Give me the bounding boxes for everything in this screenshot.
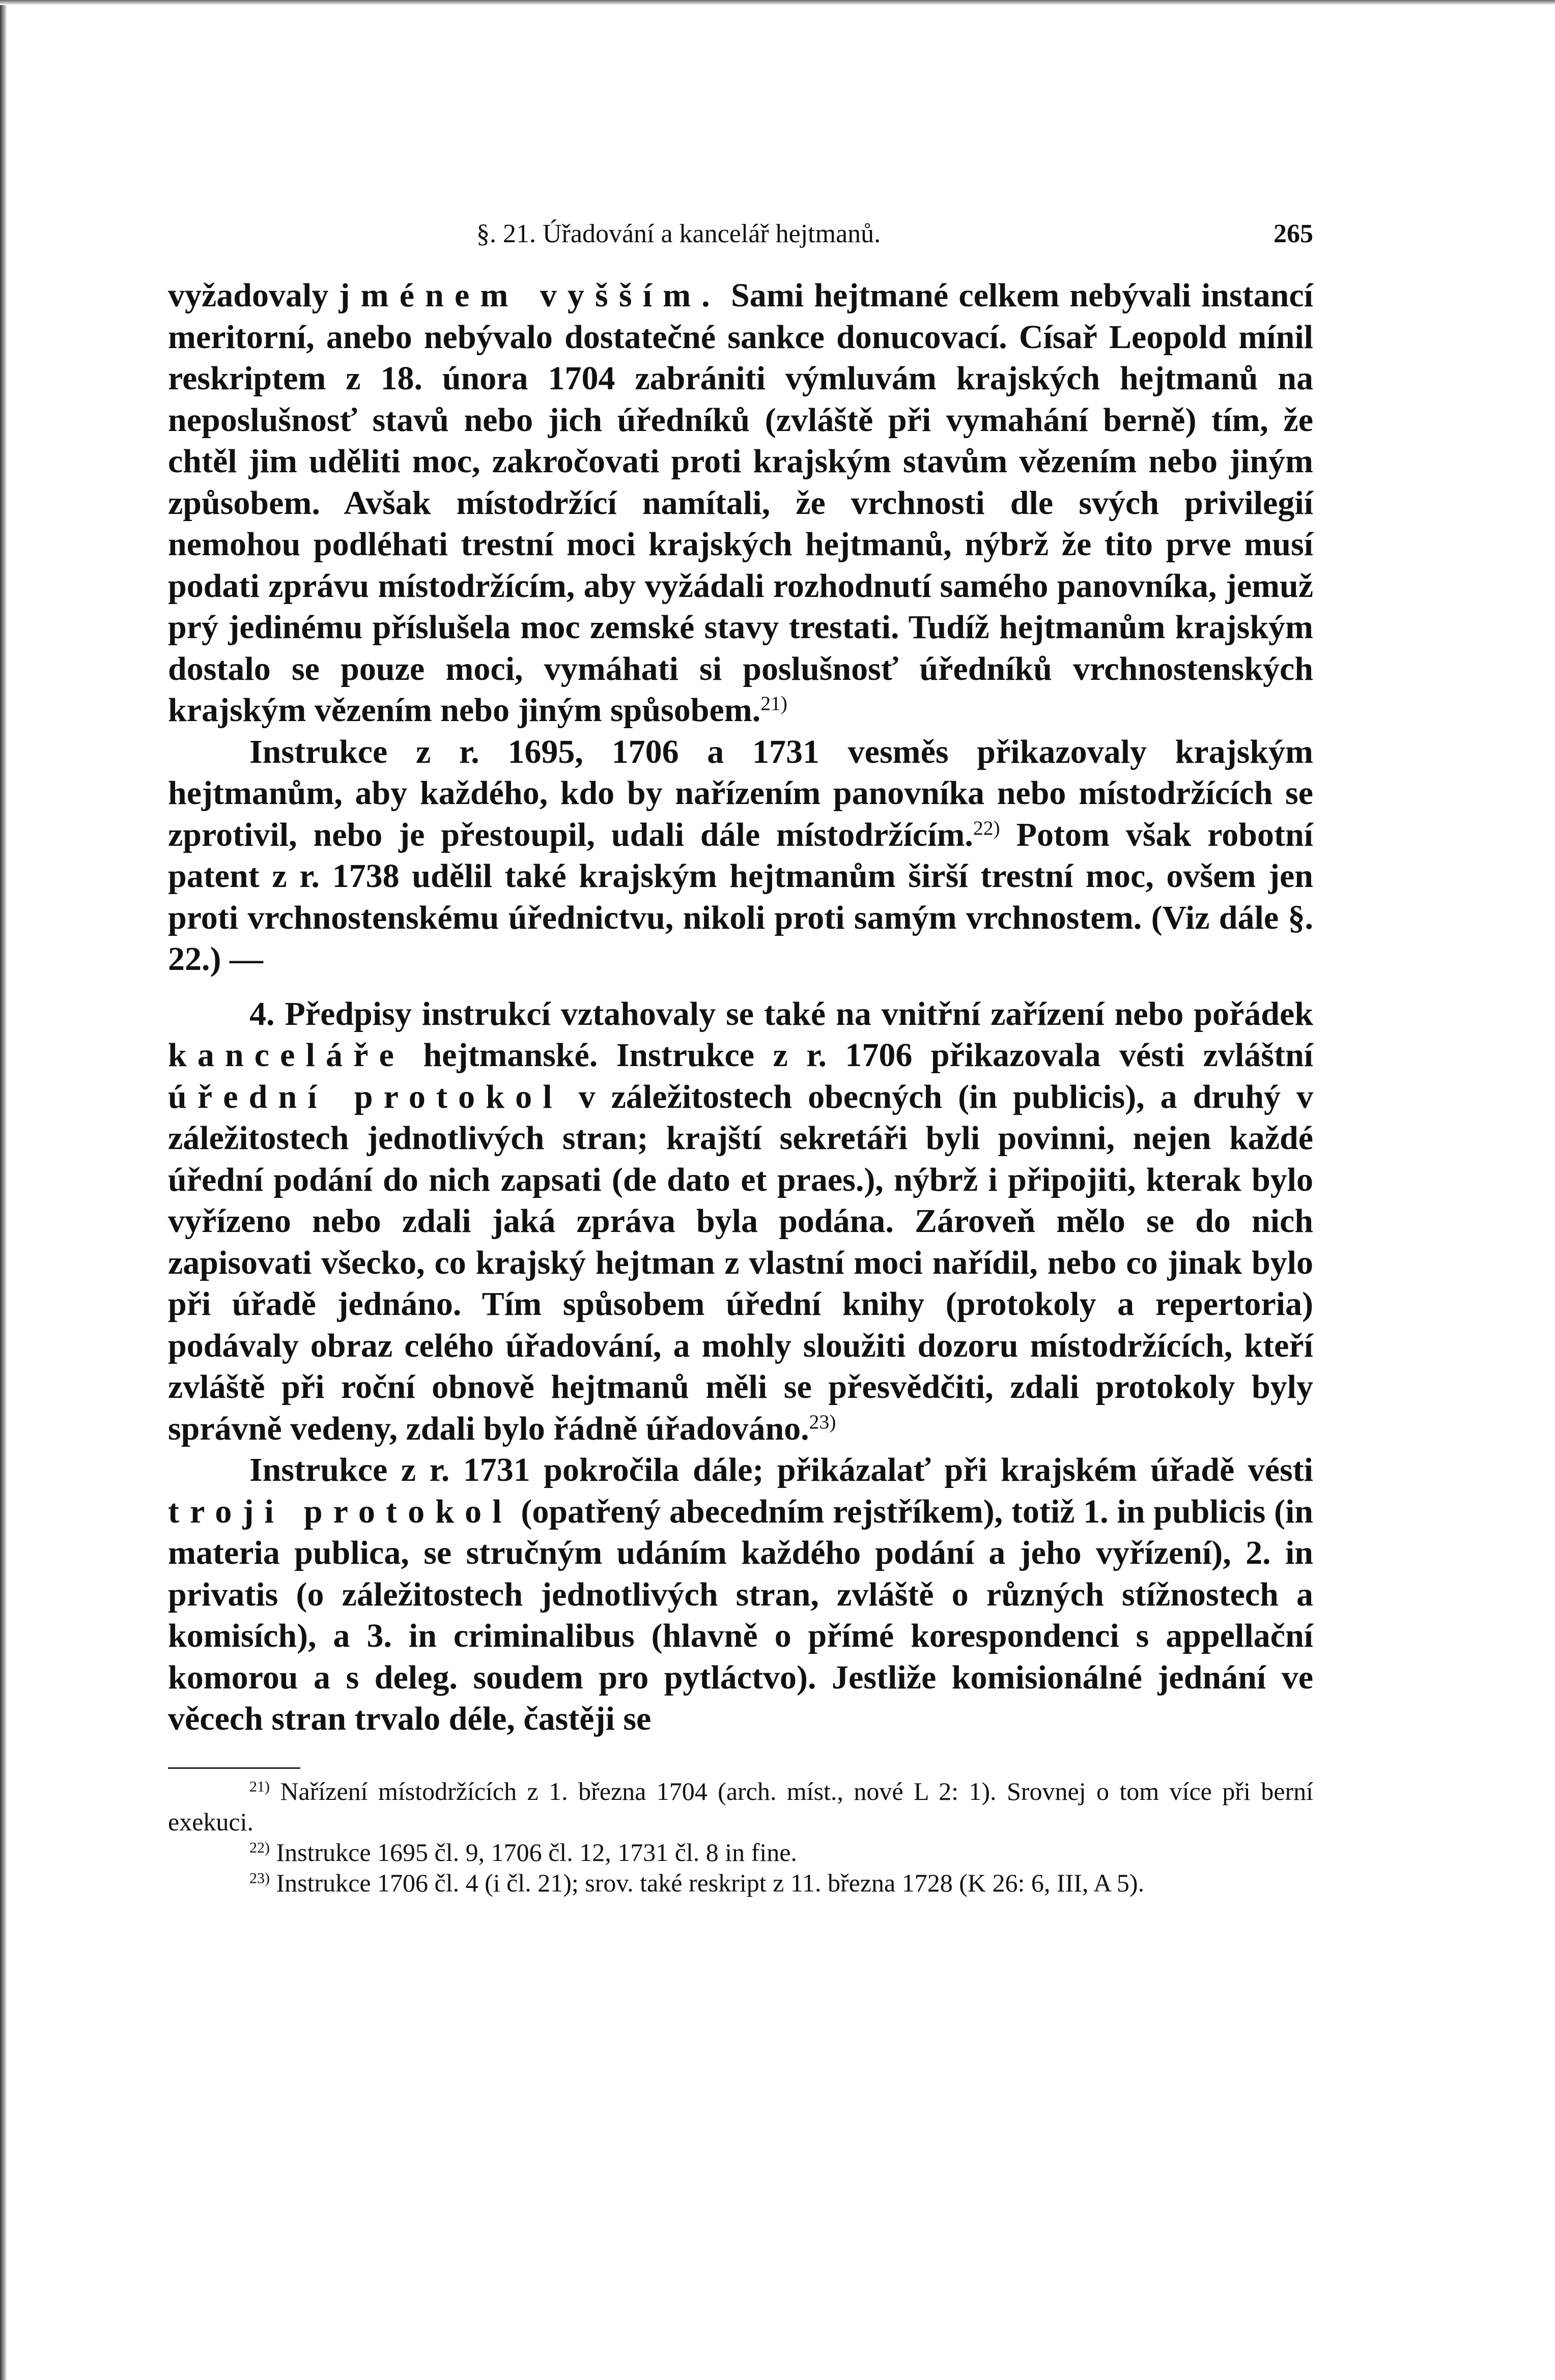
scan-edge-shadow: [0, 0, 7, 2380]
running-header: [168, 219, 1313, 260]
footnote-ref: 23): [809, 1410, 836, 1433]
paragraph-4: Instrukce z r. 1731 pokročila dále; přikázalať při krajském úřadě vésti troji protokol (opatřený abecedním rejstříkem), totiž 1. in publicis (in materia publica, se stručným udáním každého podání a jeho vyřízení), 2. in privatis (o záležitostech jednotlivých stran, zvláště o různých stížnostech a komisích), a 3. in criminalibus (hlavně o přímé korespondenci s appellační komorou a s deleg. soudem pro pytláctvo). Jestliže komisionálné jednání ve věcech stran trvalo déle, častěji se: [168, 1451, 1313, 1737]
footnote-ref: 21): [760, 692, 787, 715]
footnote-ref: 22): [973, 816, 1000, 839]
paragraph-1: vyžadovaly jménem vyšším. Sami hejtmané celkem nebývali instancí meritorní, anebo nebývalo dostatečné sankce donucovací. Císař Leopold mínil reskriptem z 18. února 1704 zabrániti výmluvám krajských hejtmanů na neposlušnosť stavů nebo jich úředníků (zvláště při vymahání berně) tím, že chtěl jim uděliti moc, zakročovati proti krajským stavům vězením nebo jiným způsobem. Avšak místodržící namítali, že vrchnosti dle svých privilegií nemohou podléhati trestní moci krajských hejtmanů, nýbrž že tito prve musí podati zprávu místodržícím, aby vyžádali rozhodnutí samého panovníka, jemuž prý jedinému příslušela moc zemské stavy trestati. Tudíž hejtmanům krajským dostalo se pouze moci, vymáhati si poslušnosť úředníků vrchnostenských krajským vězením nebo jiným spůsobem.$^{21)}$: [168, 277, 1313, 729]
main-text: [168, 275, 1313, 1740]
footnote-22: $^{22)}$ Instrukce 1695 čl. 9, 1706 čl. 12, 1731 čl. 8 in fine.: [249, 1838, 797, 1867]
emphasis-spaced: kanceláře: [168, 1037, 405, 1074]
footnote-21: $^{21)}$ Nařízení místodržících z 1. března 1704 (arch. míst., nové L 2: 1). Srovnej o tom více při berní exekuci.: [168, 1776, 1313, 1836]
emphasis-spaced: jménem vyšším.: [338, 277, 721, 314]
footnote-23: $^{23)}$ Instrukce 1706 čl. 4 (i čl. 21); srov. také reskript z 11. března 1728 (K 26: 6, III, A 5).: [249, 1868, 1145, 1897]
scan-top-shadow: [0, 0, 1555, 5]
footnote-divider: [168, 1767, 300, 1769]
emphasis-spaced: troji protokol: [168, 1493, 513, 1530]
footnotes: [168, 1776, 1313, 1898]
paragraph-2: Instrukce z r. 1695, 1706 a 1731 vesměs přikazovaly krajským hejtmanům, aby každého, kdo by nařízením panovníka nebo místodržících se zprotivil, nebo je přestoupil, udali dále místodržícím.$^{22)}$ Potom však robotní patent z r. 1738 udělil také krajským hejtmanům širší trestní moc, ovšem jen proti vrchnostenskému úřednictvu, nikoli proti samým vrchnostem. (Viz dále §. 22.) —: [168, 733, 1313, 978]
emphasis-spaced: úřední protokol: [168, 1078, 563, 1115]
page-number: 265: [1274, 219, 1313, 248]
chapter-heading: §. 21. Úřadování a kancelář hejtmanů.: [476, 219, 881, 248]
book-page: [168, 219, 1313, 1898]
paragraph-3: 4. Předpisy instrukcí vztahovaly se také na vnitřní zařízení nebo pořádek kanceláře hejtmanské. Instrukce z r. 1706 přikazovala vésti zvláštní úřední protokol v záležitostech obecných (in publicis), a druhý v záležitostech jednotlivých stran; krajští sekretáři byli povinni, nejen každé úřední podání do nich zapsati (de dato et praes.), nýbrž i připojiti, kterak bylo vyřízeno nebo zdali jaká zpráva byla podána. Zároveň mělo se do nich zapisovati všecko, co krajský hejtman z vlastní moci nařídil, nebo co jinak bylo při úřadě jednáno. Tím spůsobem úřední knihy (protokoly a repertoria) podávaly obraz celého úřadování, a mohly sloužiti dozoru místodržících, kteří zvláště při roční obnově hejtmanů měli se přesvědčiti, zdali protokoly byly správně vedeny, zdali bylo řádně úřadováno.$^{23)}$: [168, 995, 1313, 1447]
